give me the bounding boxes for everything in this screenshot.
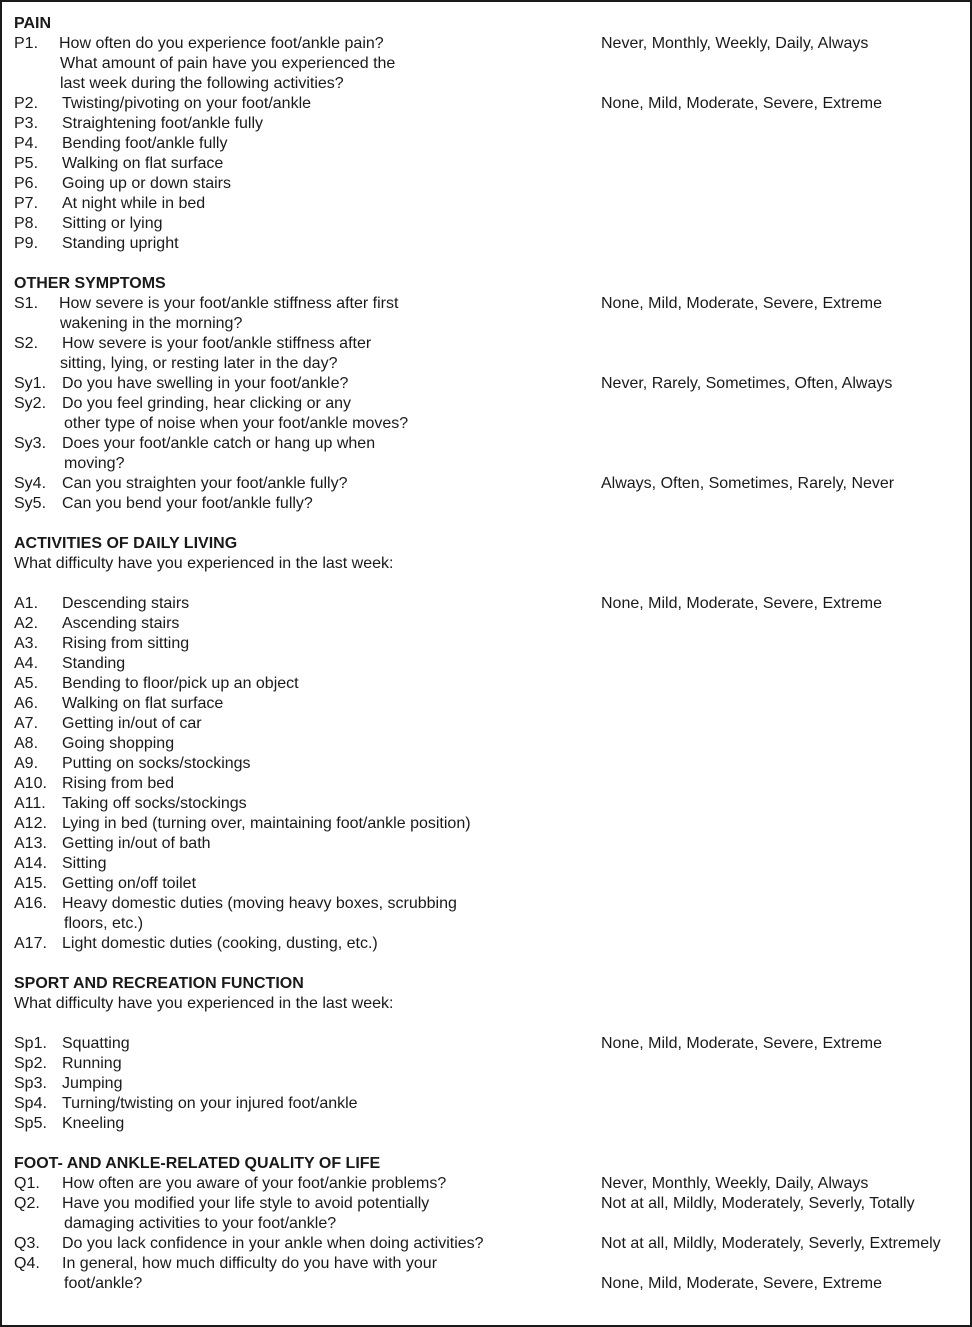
question-text: Light domestic duties (cooking, dusting, etc.) xyxy=(62,935,378,952)
question-row xyxy=(2,194,970,214)
question-text: moving? xyxy=(64,455,125,472)
question-text: Getting in/out of bath xyxy=(62,835,211,852)
section-heading: FOOT- AND ANKLE-RELATED QUALITY OF LIFE xyxy=(14,1155,381,1172)
question-number: Sy3. xyxy=(14,435,47,452)
question-text: Sitting xyxy=(62,855,107,872)
question-text: Do you have swelling in your foot/ankle? xyxy=(62,375,349,392)
question-number: Q1. xyxy=(14,1175,40,1192)
question-text: Can you straighten your foot/ankle fully? xyxy=(62,475,348,492)
question-row xyxy=(2,234,970,254)
question-text: Do you lack confidence in your ankle when doing activities? xyxy=(62,1235,484,1252)
section-heading-row xyxy=(2,974,970,994)
section-intro: What difficulty have you experienced in the last week: xyxy=(14,995,394,1012)
question-number: S2. xyxy=(14,335,39,352)
question-row xyxy=(2,634,970,654)
question-row xyxy=(2,614,970,634)
question-text: In general, how much difficulty do you have with your xyxy=(62,1255,438,1272)
question-row xyxy=(2,774,970,794)
question-row xyxy=(2,474,970,494)
question-text: How often do you experience foot/ankle pain? xyxy=(59,35,384,52)
question-continuation-row xyxy=(2,314,970,334)
question-continuation-row xyxy=(2,414,970,434)
question-continuation-row xyxy=(2,914,970,934)
section-intro-row xyxy=(2,994,970,1014)
question-row xyxy=(2,874,970,894)
section-heading-row xyxy=(2,14,970,34)
question-text: Going shopping xyxy=(62,735,175,752)
question-number: A15. xyxy=(14,875,47,892)
section-heading: PAIN xyxy=(14,15,52,32)
section-heading-row xyxy=(2,1154,970,1174)
question-text: Turning/twisting on your injured foot/ankle xyxy=(62,1095,358,1112)
question-text: Kneeling xyxy=(62,1115,125,1132)
question-row xyxy=(2,334,970,354)
question-text: Walking on flat surface xyxy=(62,155,224,172)
question-number: A7. xyxy=(14,715,39,732)
question-text: Bending to floor/pick up an object xyxy=(62,675,299,692)
question-text: Heavy domestic duties (moving heavy boxes, scrubbing xyxy=(62,895,457,912)
question-row xyxy=(2,294,970,314)
question-row xyxy=(2,1254,970,1274)
question-row xyxy=(2,934,970,954)
question-row xyxy=(2,394,970,414)
question-text: Walking on flat surface xyxy=(62,695,224,712)
response-options: None, Mild, Moderate, Severe, Extreme xyxy=(601,1275,883,1292)
question-number: Sp2. xyxy=(14,1055,47,1072)
question-text: Jumping xyxy=(62,1075,123,1092)
question-text: How severe is your foot/ankle stiffness after first xyxy=(59,295,399,312)
question-number: Sy1. xyxy=(14,375,47,392)
spacer-row xyxy=(2,1014,970,1034)
question-row xyxy=(2,734,970,754)
question-number: P8. xyxy=(14,215,39,232)
section-intro-row xyxy=(2,554,970,574)
question-continuation-row xyxy=(2,54,970,74)
spacer-row xyxy=(2,254,970,274)
question-number: Sy5. xyxy=(14,495,47,512)
question-continuation-row xyxy=(2,74,970,94)
question-number: A13. xyxy=(14,835,47,852)
question-number: A11. xyxy=(14,795,46,812)
question-text: Standing upright xyxy=(62,235,179,252)
spacer-row xyxy=(2,514,970,534)
response-options: Never, Monthly, Weekly, Daily, Always xyxy=(601,1175,869,1192)
question-continuation-row xyxy=(2,1214,970,1234)
question-row xyxy=(2,794,970,814)
question-text: foot/ankle? xyxy=(64,1275,143,1292)
question-text: Lying in bed (turning over, maintaining foot/ankle position) xyxy=(62,815,471,832)
section-heading: OTHER SYMPTOMS xyxy=(14,275,166,292)
question-text: other type of noise when your foot/ankle moves? xyxy=(64,415,409,432)
spacer-row xyxy=(2,1134,970,1154)
question-row xyxy=(2,1194,970,1214)
question-number: Q2. xyxy=(14,1195,40,1212)
section-heading-row xyxy=(2,274,970,294)
question-number: A6. xyxy=(14,695,39,712)
question-text: Ascending stairs xyxy=(62,615,180,632)
question-number: P1. xyxy=(14,35,39,52)
question-number: Sp4. xyxy=(14,1095,47,1112)
question-row xyxy=(2,854,970,874)
section-intro: What difficulty have you experienced in the last week: xyxy=(14,555,394,572)
question-text: Twisting/pivoting on your foot/ankle xyxy=(62,95,312,112)
question-row xyxy=(2,154,970,174)
question-row xyxy=(2,34,970,54)
question-text: How severe is your foot/ankle stiffness after xyxy=(62,335,372,352)
question-row xyxy=(2,654,970,674)
question-row xyxy=(2,94,970,114)
response-options: Not at all, Mildly, Moderately, Severly, Totally xyxy=(601,1195,915,1212)
question-number: A17. xyxy=(14,935,47,952)
question-row xyxy=(2,1114,970,1134)
question-row xyxy=(2,1034,970,1054)
response-options: Always, Often, Sometimes, Rarely, Never xyxy=(601,475,895,492)
response-options: None, Mild, Moderate, Severe, Extreme xyxy=(601,295,883,312)
question-number: Sy2. xyxy=(14,395,47,412)
question-number: Q3. xyxy=(14,1235,40,1252)
question-number: A4. xyxy=(14,655,39,672)
question-text: Do you feel grinding, hear clicking or any xyxy=(62,395,352,412)
question-number: A10. xyxy=(14,775,47,792)
question-text: How often are you aware of your foot/ankie problems? xyxy=(62,1175,447,1192)
response-options: None, Mild, Moderate, Severe, Extreme xyxy=(601,595,883,612)
question-row xyxy=(2,494,970,514)
question-text: last week during the following activities? xyxy=(60,75,344,92)
question-row xyxy=(2,834,970,854)
question-row xyxy=(2,894,970,914)
response-options: Not at all, Mildly, Moderately, Severly, Extremely xyxy=(601,1235,941,1252)
question-number: S1. xyxy=(14,295,39,312)
question-text: Going up or down stairs xyxy=(62,175,231,192)
question-text: Rising from bed xyxy=(62,775,175,792)
response-options: None, Mild, Moderate, Severe, Extreme xyxy=(601,1035,883,1052)
question-number: A16. xyxy=(14,895,47,912)
question-row xyxy=(2,1234,970,1254)
question-continuation-row xyxy=(2,354,970,374)
question-number: A12. xyxy=(14,815,47,832)
question-number: A14. xyxy=(14,855,47,872)
question-row xyxy=(2,114,970,134)
question-number: Sp5. xyxy=(14,1115,47,1132)
question-number: P9. xyxy=(14,235,39,252)
question-text: Running xyxy=(62,1055,122,1072)
question-number: Sp1. xyxy=(14,1035,47,1052)
question-row xyxy=(2,594,970,614)
question-row xyxy=(2,714,970,734)
section-heading-row xyxy=(2,534,970,554)
spacer-row xyxy=(2,954,970,974)
question-row xyxy=(2,1174,970,1194)
questionnaire-body xyxy=(2,14,970,1294)
question-row xyxy=(2,814,970,834)
question-number: A2. xyxy=(14,615,39,632)
question-text: Squatting xyxy=(62,1035,130,1052)
response-options: Never, Rarely, Sometimes, Often, Always xyxy=(601,375,893,392)
question-text: Taking off socks/stockings xyxy=(62,795,247,812)
question-number: A1. xyxy=(14,595,39,612)
spacer-row xyxy=(2,574,970,594)
question-number: P7. xyxy=(14,195,39,212)
question-number: P2. xyxy=(14,95,39,112)
response-options: Never, Monthly, Weekly, Daily, Always xyxy=(601,35,869,52)
question-number: A3. xyxy=(14,635,39,652)
question-number: Sy4. xyxy=(14,475,47,492)
question-row xyxy=(2,134,970,154)
question-row xyxy=(2,1094,970,1114)
question-continuation-row xyxy=(2,1274,970,1294)
question-continuation-row xyxy=(2,454,970,474)
question-text: sitting, lying, or resting later in the day? xyxy=(60,355,338,372)
question-text: Getting on/off toilet xyxy=(62,875,197,892)
question-text: Does your foot/ankle catch or hang up when xyxy=(62,435,376,452)
section-heading: ACTIVITIES OF DAILY LIVING xyxy=(14,535,238,552)
question-row xyxy=(2,674,970,694)
question-text: Getting in/out of car xyxy=(62,715,202,732)
question-text: Bending foot/ankle fully xyxy=(62,135,228,152)
question-number: P6. xyxy=(14,175,39,192)
question-row xyxy=(2,1074,970,1094)
question-row xyxy=(2,694,970,714)
question-text: damaging activities to your foot/ankle? xyxy=(64,1215,337,1232)
question-text: At night while in bed xyxy=(62,195,206,212)
question-row xyxy=(2,434,970,454)
question-text: Descending stairs xyxy=(62,595,190,612)
question-text: Putting on socks/stockings xyxy=(62,755,251,772)
section-heading: SPORT AND RECREATION FUNCTION xyxy=(14,975,304,992)
question-row xyxy=(2,374,970,394)
question-text: Can you bend your foot/ankle fully? xyxy=(62,495,313,512)
question-text: Rising from sitting xyxy=(62,635,190,652)
question-text: floors, etc.) xyxy=(64,915,144,932)
question-text: Have you modified your life style to avoid potentially xyxy=(62,1195,430,1212)
question-number: P3. xyxy=(14,115,39,132)
question-text: Straightening foot/ankle fully xyxy=(62,115,264,132)
question-text: What amount of pain have you experienced the xyxy=(60,55,396,72)
question-number: P5. xyxy=(14,155,39,172)
question-number: A9. xyxy=(14,755,39,772)
question-row xyxy=(2,754,970,774)
question-text: wakening in the morning? xyxy=(60,315,243,332)
question-number: P4. xyxy=(14,135,39,152)
question-text: Standing xyxy=(62,655,126,672)
question-number: A5. xyxy=(14,675,39,692)
question-text: Sitting or lying xyxy=(62,215,163,232)
question-row xyxy=(2,174,970,194)
question-row xyxy=(2,1054,970,1074)
response-options: None, Mild, Moderate, Severe, Extreme xyxy=(601,95,883,112)
question-row xyxy=(2,214,970,234)
question-number: Q4. xyxy=(14,1255,40,1272)
question-number: A8. xyxy=(14,735,39,752)
question-number: Sp3. xyxy=(14,1075,47,1092)
